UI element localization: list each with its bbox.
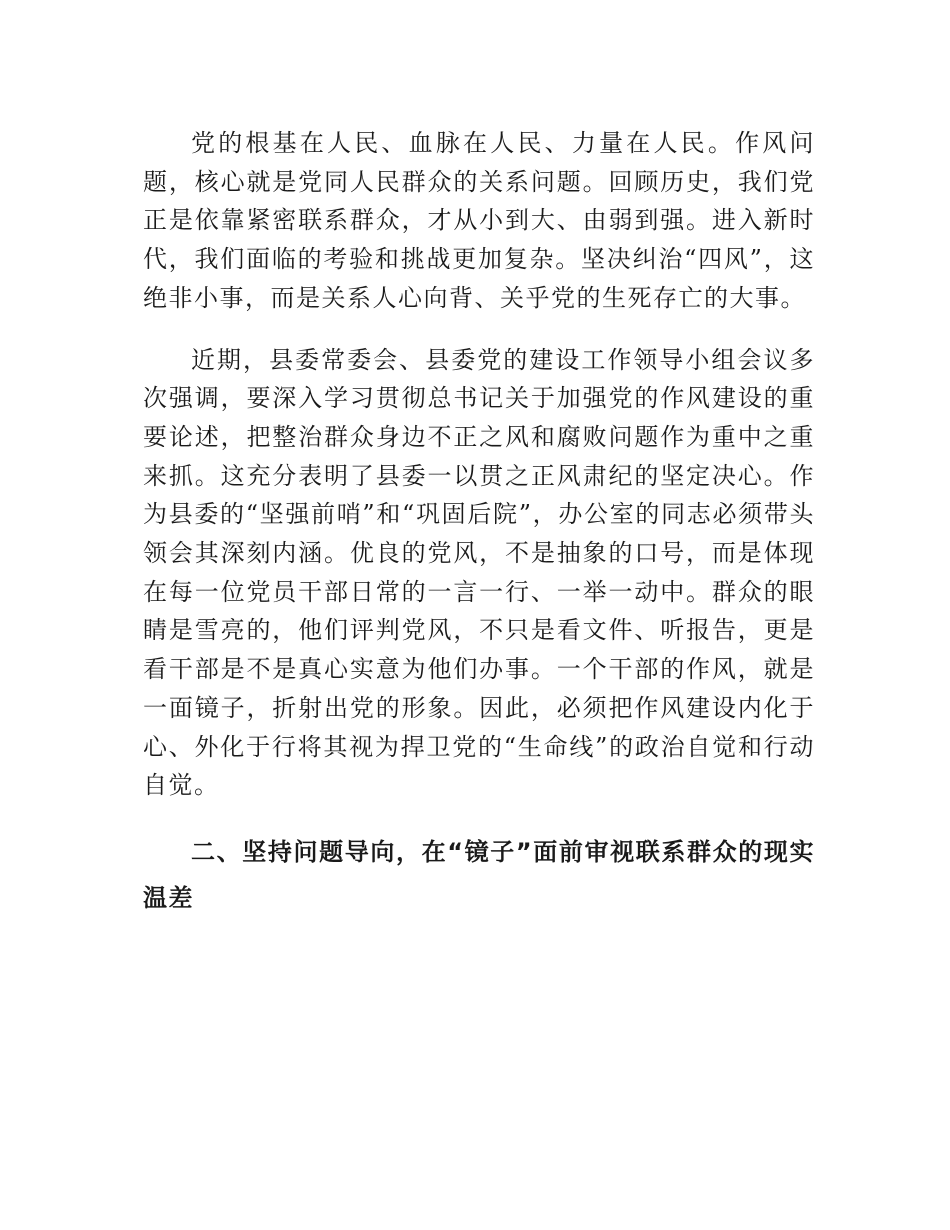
- body-paragraph-1: 党的根基在人民、血脉在人民、力量在人民。作风问题，核心就是党同人民群众的关系问题。回顾历史，我们党正是依靠紧密联系群众，才从小到大、由弱到强。进入新时代，我们面临的考验和挑战更加复杂。坚决纠治“四风”，这绝非小事，而是关系人心向背、关乎党的生死存亡的大事。: [143, 129, 815, 312]
- section-heading: 二、坚持问题导向，在“镜子”面前审视联系群众的现实温差: [143, 837, 815, 912]
- document-page: [143, 124, 815, 921]
- body-paragraph-2: 近期，县委常委会、县委党的建设工作领导小组会议多次强调，要深入学习贯彻总书记关于加强党的作风建设的重要论述，把整治群众身边不正之风和腐败问题作为重中之重来抓。这充分表明了县委一以贯之正风肃纪的坚定决心。作为县委的“坚强前哨”和“巩固后院”，办公室的同志必须带头领会其深刻内涵。优良的党风，不是抽象的口号，而是体现在每一位党员干部日常的一言一行、一举一动中。群众的眼睛是雪亮的，他们评判党风，不只是看文件、听报告，更是看干部是不是真心实意为他们办事。一个干部的作风，就是一面镜子，折射出党的形象。因此，必须把作风建设内化于心、外化于行将其视为捍卫党的“生命线”的政治自觉和行动自觉。: [143, 345, 815, 800]
